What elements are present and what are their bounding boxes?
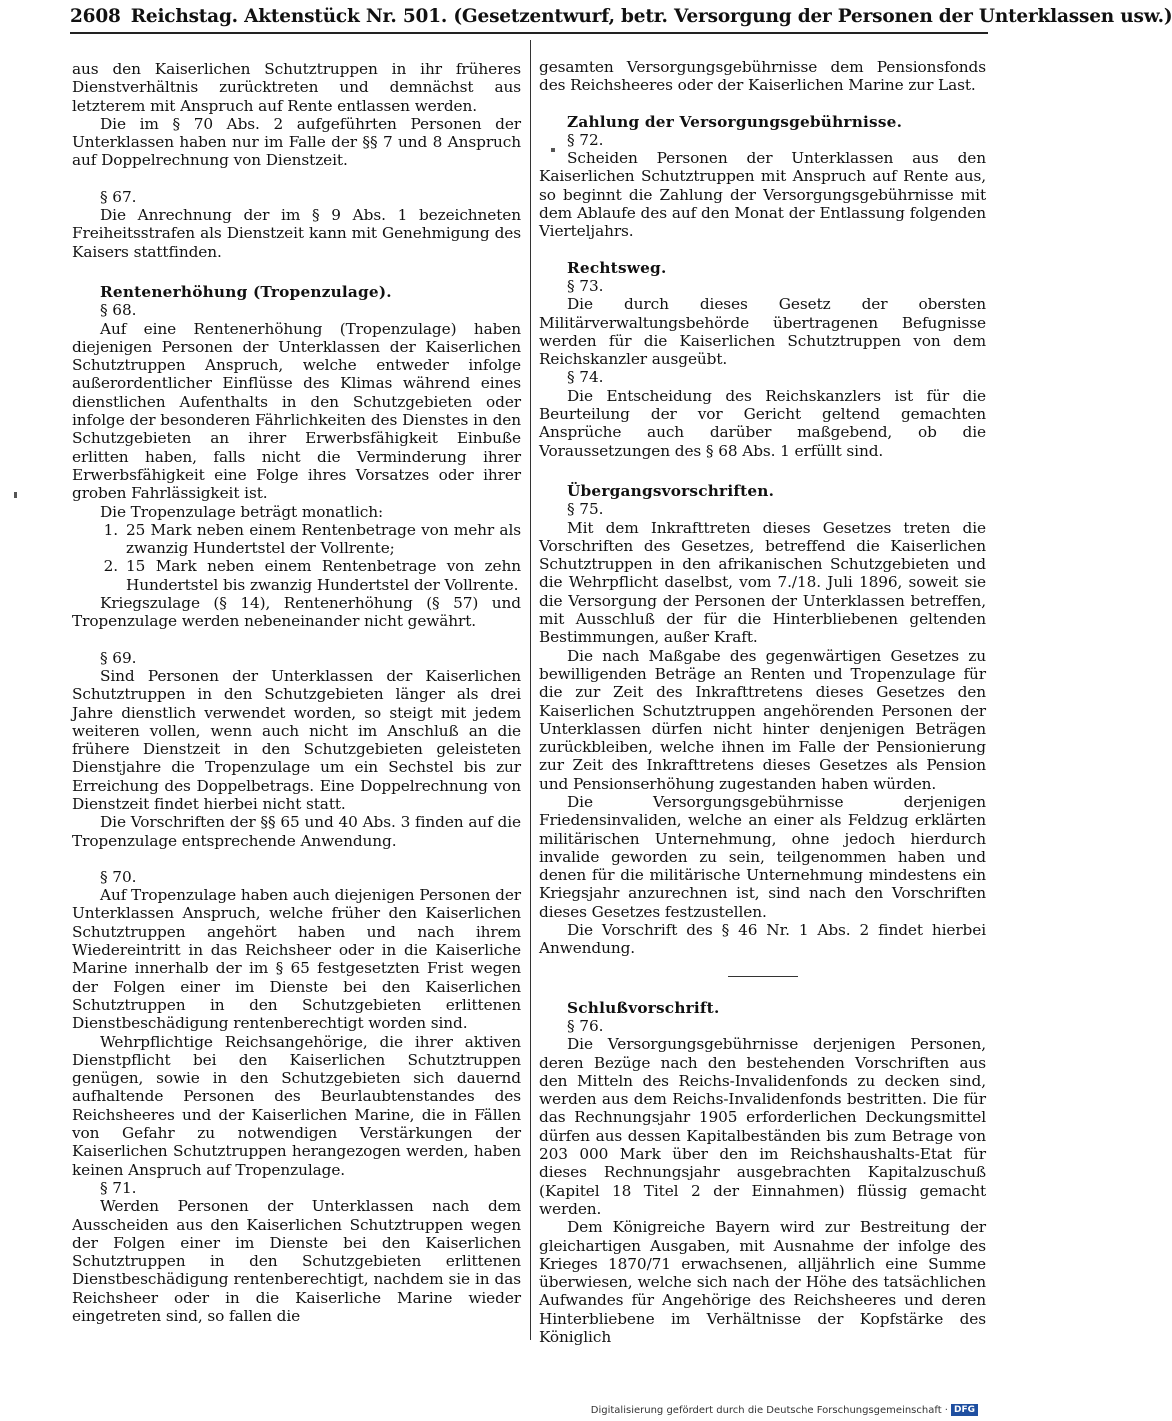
section-number: § 67. [100, 187, 137, 206]
paragraph: Die durch dieses Gesetz der obersten Militärverwaltungsbehörde übertragenen Befugnisse werden für die Kaiserlichen Schutztruppen von dem Reichskanzler ausgeübt. [539, 295, 986, 369]
scan-mark [551, 148, 555, 152]
page-number: 2608 [70, 6, 121, 27]
right-column [539, 58, 986, 1346]
header-rule [70, 32, 988, 34]
paragraph: Die Versorgungsgebührnisse derjenigen Friedensinvaliden, welche an einer als Feldzug erklärten militärischen Unternehmung, ohne jedoch hierdurch invalide geworden zu sein, teilgenommen haben und denen für die militärische Unternehmung mindestens ein Kriegsjahr anzurechnen ist, sind nach den Vorschriften dieses Gesetzes festzustellen. [539, 792, 986, 921]
paragraph: Die im § 70 Abs. 2 aufgeführten Personen der Unterklassen haben nur im Falle der §§ 7 und 8 Anspruch auf Doppelrechnung von Dienstzeit. [72, 114, 521, 170]
column-separator [530, 40, 531, 1340]
dfg-logo: DFG [951, 1404, 978, 1416]
paragraph: Auf eine Rentenerhöhung (Tropenzulage) haben diejenigen Personen der Unterklassen der Kaiserlichen Schutztruppen Anspruch, welche entweder infolge außerordentlicher Einflüsse des Klimas während eines dienstlichen Aufenthalts in den Schutzgebieten oder infolge der besonderen Fährlichkeiten des Dienstes in den Schutzgebieten an ihrer Erwerbsfähigkeit Einbuße erlitten haben, falls nicht die Verminderung ihrer Erwerbsfähigkeit eine Folge ihres Vorsatzes oder ihrer groben Fahrlässigkeit ist. [72, 319, 521, 503]
section-number: § 73. [567, 276, 604, 295]
enumerated-list [72, 521, 521, 594]
paragraph: Wehrpflichtige Reichsangehörige, die ihrer aktiven Dienstpflicht bei den Kaiserlichen Schutztruppen genügen, sowie in den Schutzgebieten sich dauernd aufhaltende Personen des Beurlaubtenstandes des Reichsheeres und der Kaiserlichen Marine, die in Fällen von Gefahr zu notwendigen Verstärkungen der Kaiserlichen Schutztruppen herangezogen werden, haben keinen Anspruch auf Tropenzulage. [72, 1032, 521, 1179]
paragraph: Scheiden Personen der Unterklassen aus den Kaiserlichen Schutztruppen mit Anspruch auf Rente aus, so beginnt die Zahlung der Versorgungsgebührnisse mit dem Ablaufe des auf den Monat der Entlassung folgenden Vierteljahrs. [539, 149, 986, 241]
section-number: § 69. [100, 648, 137, 667]
paragraph: Mit dem Inkrafttreten dieses Gesetzes treten die Vorschriften des Gesetzes, betreffend die Kaiserlichen Schutztruppen in den afrikanischen Schutzgebieten und die Wehrpflicht daselbst, vom 7./18. Juli 1896, soweit sie die Versorgung der Personen der Unterklassen betreffen, mit Ausschluß der für die Hinterbliebenen geltenden Bestimmungen, außer Kraft. [539, 518, 986, 647]
footer-credit: Digitalisierung gefördert durch die Deutsche Forschungsgemeinschaft · [590, 1404, 948, 1416]
paragraph: Die Entscheidung des Reichskanzlers ist für die Beurteilung der vor Gericht geltend gemachten Ansprüche auch darüber maßgebend, ob die Voraussetzungen des § 68 Abs. 1 erfüllt sind. [539, 386, 986, 460]
section-heading: Rentenerhöhung (Tropenzulage). [100, 282, 392, 301]
paragraph: aus den Kaiserlichen Schutztruppen in ihr früheres Dienstverhältnis zurücktreten und demnächst aus letzterem mit Anspruch auf Rente entlassen werden. [72, 60, 521, 115]
list-item: 2. 15 Mark neben einem Rentenbetrage von zehn Hundertstel bis zwanzig Hundertstel der Vollrente. [103, 557, 521, 594]
digitization-footer [591, 1401, 978, 1419]
section-number: § 68. [100, 301, 137, 320]
paragraph: Werden Personen der Unterklassen nach dem Ausscheiden aus den Kaiserlichen Schutztruppen wegen der Folgen einer im Dienste bei den Kaiserlichen Schutztruppen in den Schutzgebieten erlittenen Dienstbeschädigung rentenberechtigt, nachdem sie in das Reichsheer oder in die Kaiserliche Marine wieder eingetreten sind, so fallen die [72, 1197, 521, 1325]
section-number: § 70. [100, 867, 137, 886]
page-header [70, 6, 1172, 32]
paragraph: Auf Tropenzulage haben auch diejenigen Personen der Unterklassen Anspruch, welche früher den Kaiserlichen Schutztruppen angehört haben und nach ihrem Wiedereintritt in das Reichsheer oder in die Kaiserliche Marine innerhalb der im § 65 festgesetzten Frist wegen der Folgen einer im Dienste bei den Kaiserlichen Schutztruppen in den Schutzgebieten erlittenen Dienstbeschädigung rentenberechtigt worden sind. [72, 886, 521, 1033]
section-heading: Schlußvorschrift. [567, 998, 720, 1017]
paragraph: Sind Personen der Unterklassen der Kaiserlichen Schutztruppen in den Schutzgebieten länger als drei Jahre dienstlich verwendet worden, so steigt mit jedem weiteren vollen, wenn auch nicht im Anschluß an die frühere Dienstzeit in den Schutzgebieten geleisteten Dienstjahre die Tropenzulage um ein Sechstel bis zur Erreichung des Doppelbetrags. Eine Doppelrechnung von Dienstzeit findet hierbei nicht statt. [72, 666, 521, 813]
section-number: § 71. [100, 1178, 137, 1197]
paragraph: Die Vorschriften der §§ 65 und 40 Abs. 3 finden auf die Tropenzulage entsprechende Anwendung. [72, 813, 521, 850]
page-running-title: Reichstag. Aktenstück Nr. 501. (Gesetzentwurf, betr. Versorgung der Personen der Unterklassen usw.) [130, 6, 1172, 27]
paragraph: Die Versorgungsgebührnisse derjenigen Personen, deren Bezüge nach den bestehenden Vorschriften aus den Mitteln des Reichs-Invalidenfonds zu decken sind, werden aus dem Reichs-Invalidenfonds bestritten. Die für das Rechnungsjahr 1905 erforderlichen Deckungsmittel dürfen aus dessen Kapitalbeständen bis zum Betrage von 203 000 Mark über den im Reichshaushalts-Etat für dieses Rechnungsjahr ausgebrachten Kapitalzuschuß (Kapitel 18 Titel 2 der Einnahmen) flüssig gemacht werden. [539, 1035, 986, 1218]
section-number: § 72. [567, 130, 604, 149]
section-number: § 74. [567, 368, 604, 387]
list-item: 1. 25 Mark neben einem Rentenbetrage von mehr als zwanzig Hundertstel der Vollrente; [103, 520, 521, 558]
left-column [72, 60, 521, 1325]
paragraph: Kriegszulage (§ 14), Rentenerhöhung (§ 57) und Tropenzulage werden nebeneinander nicht gewährt. [72, 594, 521, 631]
paragraph: Dem Königreiche Bayern wird zur Bestreitung der gleichartigen Ausgaben, mit Ausnahme der infolge des Krieges 1870/71 erwachsenen, alljährlich eine Summe überwiesen, welche sich nach der Höhe des tatsächlichen Aufwandes für Angehörige des Reichsheeres und deren Hinterbliebene im Verhältnisse der Kopfstärke des Königlich [539, 1218, 986, 1346]
section-number: § 75. [567, 500, 604, 519]
scan-mark [14, 492, 17, 498]
paragraph: gesamten Versorgungsgebührnisse dem Pensionsfonds des Reichsheeres oder der Kaiserlichen Marine zur Last. [539, 58, 986, 95]
paragraph: Die Tropenzulage beträgt monatlich: [100, 502, 384, 521]
paragraph: Die Anrechnung der im § 9 Abs. 1 bezeichneten Freiheitsstrafen als Dienstzeit kann mit Genehmigung des Kaisers stattfinden. [72, 206, 521, 261]
paragraph: Die nach Maßgabe des gegenwärtigen Gesetzes zu bewilligenden Beträge an Renten und Tropenzulage für die zur Zeit des Inkrafttretens dieses Gesetzes den Kaiserlichen Schutztruppen angehörenden Personen der Unterklassen dürfen nicht hinter denjenigen Beträgen zurückbleiben, welche ihnen im Falle der Pensionierung zur Zeit des Inkrafttretens dieses Gesetzes als Pension und Pensionserhöhung zugestanden haben würden. [539, 646, 986, 793]
section-divider [728, 976, 798, 977]
section-heading: Rechtsweg. [567, 258, 667, 277]
paragraph: Die Vorschrift des § 46 Nr. 1 Abs. 2 findet hierbei Anwendung. [539, 921, 986, 958]
section-number: § 76. [567, 1016, 604, 1035]
section-heading: Übergangsvorschriften. [567, 481, 775, 500]
section-heading: Zahlung der Versorgungsgebührnisse. [567, 112, 903, 131]
